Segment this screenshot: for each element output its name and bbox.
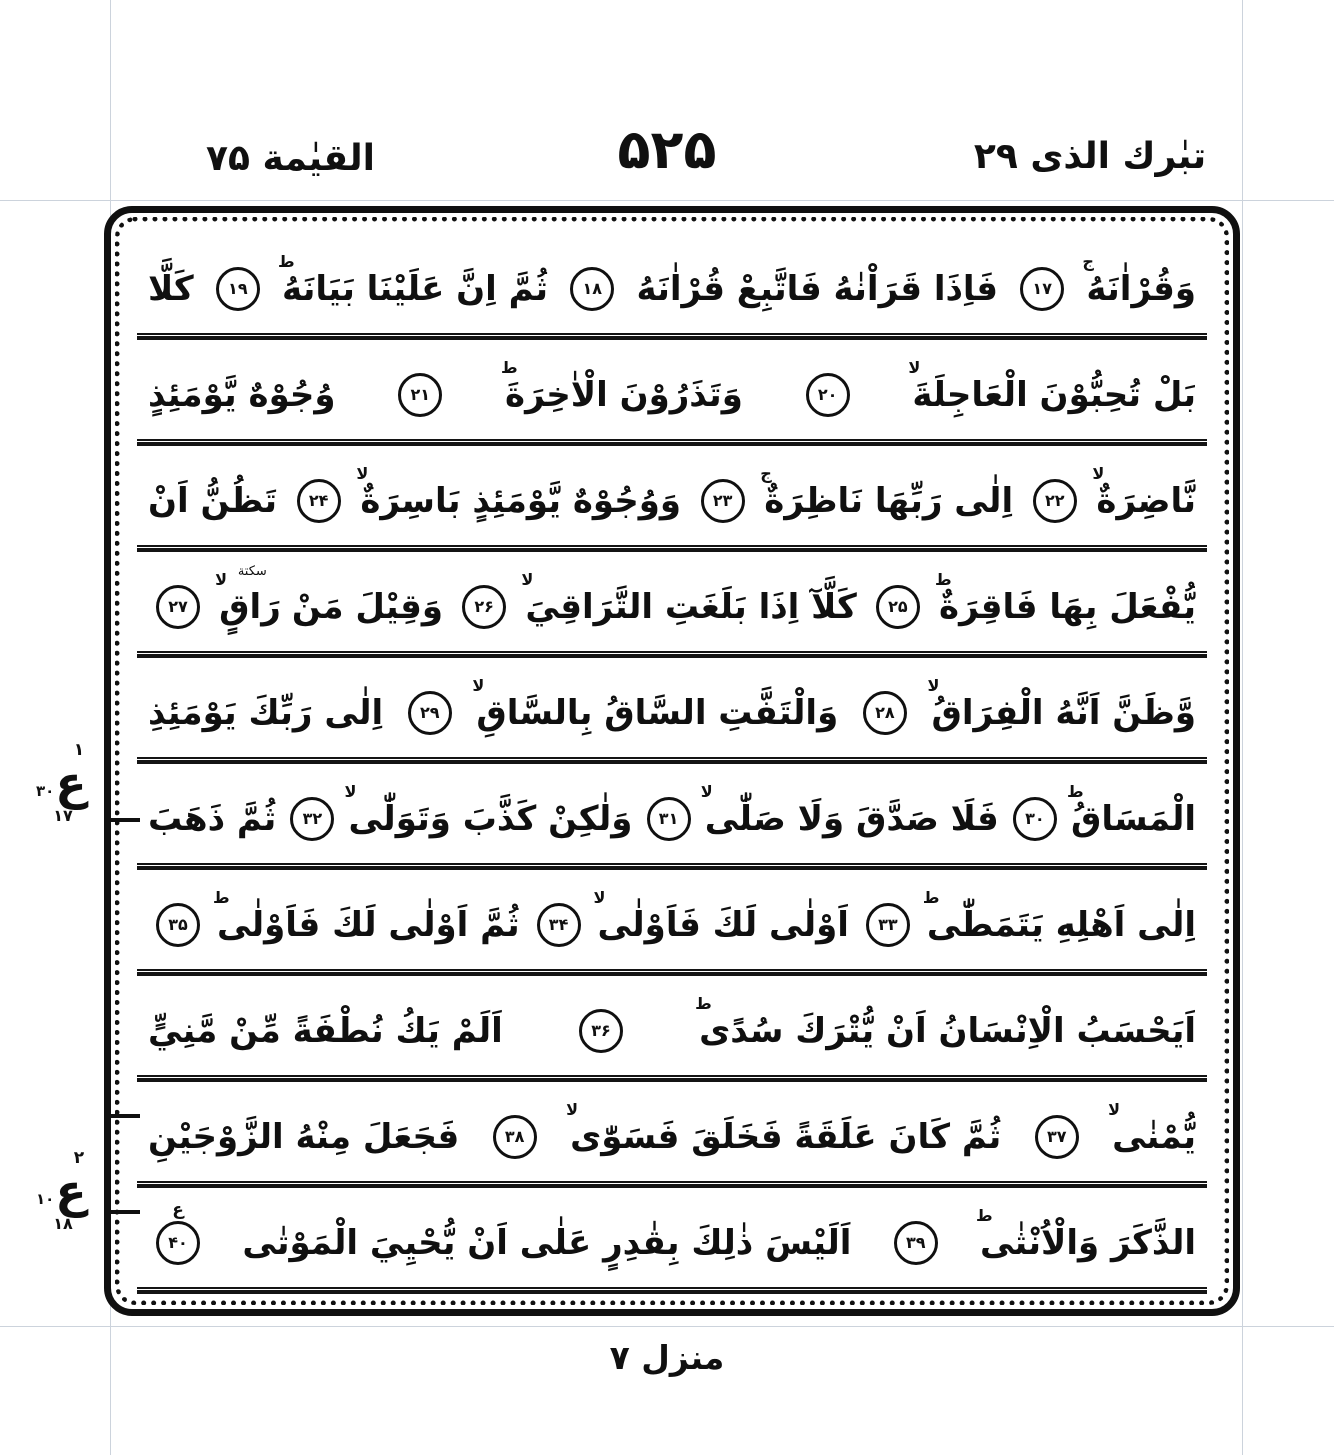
text-rows — [134, 234, 1210, 1288]
quran-text-segment: كَلَّآ اِذَا بَلَغَتِ التَّرَاقِيَ لا — [521, 570, 857, 628]
quran-text-segment: اَلَيْسَ ذٰلِكَ بِقٰدِرٍ عَلٰى اَنْ يُّحْيِيَ الْمَوْتٰى — [242, 1223, 852, 1264]
quran-text-segment: يُّمْنٰى لا — [1108, 1100, 1196, 1158]
waqf-mark: لا — [521, 570, 534, 590]
mushaf-line — [134, 340, 1210, 439]
waqf-mark: لا — [927, 676, 940, 696]
quran-text-segment: ثُمَّ ذَهَبَ — [148, 799, 277, 840]
ayah-number-marker: ۲۱ — [398, 373, 442, 417]
border-tick — [108, 818, 140, 822]
waqf-mark: لا — [566, 1100, 579, 1120]
mushaf-line — [134, 446, 1210, 545]
ayah-number-marker: ۳۶ — [579, 1009, 623, 1053]
waqf-mark: ط — [278, 252, 295, 272]
mushaf-line — [134, 658, 1210, 757]
manzil-label: منزل ۷ — [609, 1338, 725, 1377]
page-number: ۵۲۵ — [617, 118, 717, 181]
ruku-number-in-surah: ۱ — [73, 740, 85, 760]
ruku-marker-2 — [38, 1148, 104, 1233]
ayah-number-marker: ۱۷ — [1020, 267, 1064, 311]
line-separator — [137, 863, 1207, 870]
quran-text-segment: وَالْتَفَّتِ السَّاقُ بِالسَّاقِ لا — [472, 676, 839, 734]
ayah-number-marker: ۳۵ — [156, 903, 200, 947]
juz-name-label: تبٰرك الذى ۲۹ — [973, 136, 1207, 177]
quran-text-segment: يُّفْعَلَ بِهَا فَاقِرَةٌ ط — [935, 570, 1196, 628]
quran-text-segment: الْمَسَاقُ ط — [1067, 782, 1196, 840]
mushaf-line — [134, 234, 1210, 333]
waqf-mark: ط — [1067, 782, 1084, 802]
quran-text-segment: وَتَذَرُوْنَ الْاٰخِرَةَ ط — [501, 358, 743, 416]
quran-text-segment: ثُمَّ اَوْلٰى لَكَ فَاَوْلٰى ط — [212, 888, 520, 946]
quran-text-segment: فَلَا صَدَّقَ وَلَا صَلّٰى لا — [700, 782, 999, 840]
print-guide-vertical-left — [1242, 0, 1243, 1455]
waqf-mark: ط — [935, 570, 952, 590]
sakta-note: سكتة — [237, 564, 267, 580]
quran-text-segment: رَاقٍ لا سكتة — [215, 564, 281, 628]
waqf-mark: لا — [215, 570, 228, 590]
border-tick — [108, 1114, 140, 1118]
waqf-mark: ط — [922, 888, 940, 908]
waqf-mark: لا — [472, 676, 485, 696]
line-separator — [137, 1075, 1207, 1082]
quran-text-segment: الذَّكَرَ وَالْاُنْثٰى ط — [976, 1206, 1196, 1264]
ayah-number-marker: ۲۶ — [462, 585, 506, 629]
waqf-mark: ط — [976, 1206, 993, 1226]
waqf-mark: لا — [593, 888, 606, 908]
quran-text-segment: ثُمَّ كَانَ عَلَقَةً فَخَلَقَ فَسَوّٰى لا — [566, 1100, 1002, 1158]
waqf-mark: لا — [356, 464, 369, 484]
ayah-number-marker: ۳۸ — [493, 1115, 537, 1159]
quran-text-segment: وَّظَنَّ اَنَّهُ الْفِرَاقُ لا — [927, 676, 1196, 734]
ruku-number-in-surah: ۲ — [73, 1148, 85, 1168]
line-separator — [137, 1287, 1207, 1294]
mushaf-line — [134, 764, 1210, 863]
line-separator — [137, 1181, 1207, 1188]
quran-text-segment: اَلَمْ يَكُ نُطْفَةً مِّنْ مَّنِيٍّ — [148, 1011, 503, 1052]
ayah-number-marker: ۳۷ — [1035, 1115, 1079, 1159]
quran-text-segment: تَظُنُّ اَنْ — [148, 481, 278, 522]
ayah-number-marker: ۳۹ — [894, 1221, 938, 1265]
ain-end-of-ruku-icon: ع — [172, 1199, 184, 1220]
mushaf-line — [134, 552, 1210, 651]
line-separator — [137, 651, 1207, 658]
quran-text-segment: وَقُرْاٰنَهُ ج — [1082, 252, 1196, 310]
quran-text-segment: وُجُوْهٌ يَّوْمَئِذٍ — [148, 375, 336, 416]
ruku-marker-1 — [38, 740, 104, 825]
ayah-number-marker: ۱۸ — [570, 267, 614, 311]
quran-text-segment: فَجَعَلَ مِنْهُ الزَّوْجَيْنِ — [148, 1117, 460, 1158]
mushaf-line — [134, 1188, 1210, 1287]
border-tick — [108, 1210, 140, 1214]
ain-ruku-icon: ع — [55, 1164, 87, 1218]
mushaf-line — [134, 1082, 1210, 1181]
print-guide-horizontal-bottom — [0, 1326, 1334, 1327]
quran-text-segment: وَلٰكِنْ كَذَّبَ وَتَوَلّٰى لا — [344, 782, 633, 840]
ayah-number-marker: ۲۳ — [701, 479, 745, 523]
waqf-mark: لا — [908, 358, 921, 378]
quran-text-segment: كَلَّا — [148, 269, 194, 310]
mushaf-line — [134, 870, 1210, 969]
ruku-number-in-para: ۱۸ — [53, 1214, 73, 1233]
ayah-number-marker: ۲۰ — [806, 373, 850, 417]
line-separator — [137, 333, 1207, 340]
ayah-number-marker: ۲۹ — [408, 691, 452, 735]
waqf-mark: لا — [1108, 1100, 1121, 1120]
quran-text-segment: وَقِيْلَ مَنْ — [291, 587, 444, 628]
mushaf-line — [134, 976, 1210, 1075]
ayah-number-marker: ۲۸ — [863, 691, 907, 735]
ruku-ayah-count: ۱۰ — [36, 1190, 55, 1208]
ayah-number-marker: ۳۴ — [537, 903, 581, 947]
waqf-mark: لا — [344, 782, 357, 802]
quran-text-segment: اِلٰى رَبِّكَ يَوْمَئِذِ — [148, 693, 384, 734]
ayah-number-marker: ۱۹ — [216, 267, 260, 311]
page-border-frame — [104, 206, 1240, 1316]
ayah-number-marker: ۲۴ — [297, 479, 341, 523]
ayah-number-marker: ۳۱ — [647, 797, 691, 841]
quran-text-segment: بَلْ تُحِبُّوْنَ الْعَاجِلَةَ لا — [908, 358, 1196, 416]
quran-text-segment: نَّاضِرَةٌ لا — [1092, 464, 1196, 522]
print-guide-horizontal-top — [0, 200, 1334, 201]
ruku-ayah-count: ۳۰ — [36, 782, 55, 800]
surah-name-label: القيٰمة ۷۵ — [206, 138, 375, 179]
line-separator — [137, 757, 1207, 764]
ayah-number-marker: ۲۲ — [1033, 479, 1077, 523]
line-separator — [137, 545, 1207, 552]
waqf-mark: لا — [1092, 464, 1105, 484]
line-separator — [137, 439, 1207, 446]
ain-ruku-icon: ع — [55, 756, 87, 810]
ruku-number-in-para: ۱۷ — [53, 806, 73, 825]
quran-text-segment: اِلٰى اَهْلِهِ يَتَمَطّٰى ط — [922, 888, 1196, 946]
dotted-border — [115, 217, 1229, 1305]
quran-text-segment: اِلٰى رَبِّهَا نَاظِرَةٌ ج — [760, 464, 1014, 522]
waqf-mark: ج — [760, 464, 772, 484]
ayah-number-marker: ۲۷ — [156, 585, 200, 629]
quran-text-segment: اَوْلٰى لَكَ فَاَوْلٰى لا — [593, 888, 849, 946]
ayah-number-marker: ۲۵ — [876, 585, 920, 629]
ayah-number-marker: ۳۰ — [1013, 797, 1057, 841]
quran-text-segment: اَيَحْسَبُ الْاِنْسَانُ اَنْ يُّتْرَكَ سُدًى ط — [695, 994, 1196, 1052]
waqf-mark: ط — [695, 994, 712, 1014]
quran-text-segment: فَاِذَا قَرَاْنٰهُ فَاتَّبِعْ قُرْاٰنَهُ — [636, 269, 998, 310]
waqf-mark: ط — [501, 358, 518, 378]
ayah-number-marker: ۴۰ ع — [156, 1221, 200, 1265]
ayah-number-marker: ۳۳ — [866, 903, 910, 947]
quran-text-segment: ثُمَّ اِنَّ عَلَيْنَا بَيَانَهُ ط — [278, 252, 549, 310]
waqf-mark: ط — [212, 888, 230, 908]
quran-text-segment: وَوُجُوْهٌ يَّوْمَئِذٍ بَاسِرَةٌ لا — [356, 464, 681, 522]
waqf-mark: ج — [1082, 252, 1094, 272]
line-separator — [137, 969, 1207, 976]
ayah-number-marker: ۳۲ — [290, 797, 334, 841]
waqf-mark: لا — [700, 782, 713, 802]
